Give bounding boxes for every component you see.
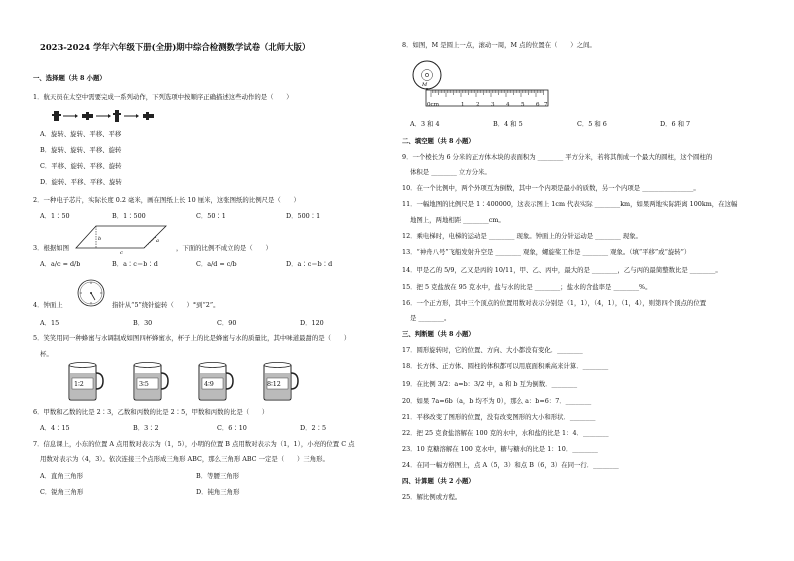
q3-option-c: C．a/d = c/b — [196, 260, 237, 268]
ruler-label-7: 7 — [544, 102, 548, 108]
q8-option-c: C．5 和 6 — [577, 120, 607, 128]
q7-option-c: C．锐角三角形 — [40, 488, 84, 496]
q4-option-d: D．120 — [300, 319, 324, 327]
question-7: 7．信息课上，小东的位置 A 点用数对表示为（1，5），小明的位置 B 点用数对表示为（1，1），小亮的位置 C 点 — [33, 440, 355, 448]
q7-option-b: B．等腰三角形 — [196, 472, 240, 480]
question-5-end: 杯。 — [40, 350, 53, 358]
q7-option-d: D．钝角三角形 — [196, 488, 240, 496]
q7-option-a: A．直角三角形 — [40, 472, 83, 480]
question-22: 22．把 25 克食盐溶解在 100 克的水中，水和盐的比是 1：4．________ — [402, 429, 609, 437]
cup-2-ratio: 3∶5 — [139, 380, 149, 388]
question-25: 25．解比例或方程。 — [402, 493, 462, 501]
ruler-label-6: 6 — [536, 102, 540, 108]
q2-option-a: A．1∶50 — [40, 212, 70, 220]
ruler-label-2: 2 — [476, 102, 480, 108]
q1-option-c: C．平移、旋转、平移、旋转 — [40, 162, 122, 170]
question-3-start: 3．根据如图 — [33, 244, 70, 252]
section-calc: 四、计算题（共 2 小题） — [402, 477, 475, 485]
svg-text:c: c — [120, 250, 123, 256]
question-23: 23．10 克糖溶解在 100 克水中，糖与糖水的比是 1：10．________ — [402, 445, 598, 453]
question-19: 19．在比例 3/2：a=b：3/2 中，a 和 b 互为倒数．________ — [402, 380, 578, 388]
question-1: 1．航天员在太空中需要完成一系列动作，下列选项中按顺序正确描述这些动作的是（ ） — [33, 93, 293, 101]
cup-3 — [196, 361, 234, 401]
astronaut-figures — [50, 109, 160, 123]
q2-option-c: C．50∶1 — [196, 212, 226, 220]
question-9-line-2: 体积是 ________ 立方分米。 — [410, 168, 491, 176]
question-14: 14．甲是乙的 5/9，乙又是丙的 10/11，甲、乙、丙中，最大的是 ________，乙与丙的最简整数比是 ________。 — [402, 266, 722, 274]
question-5: 5．笑笑用同一种蜂蜜与水调制成如图四杯蜂蜜水，杯子上的比是蜂蜜与水的质量比，其中味道最甜的是（ ） — [33, 334, 351, 342]
q6-option-b: B．3∶2 — [133, 424, 159, 432]
section-fill: 二、填空题（共 8 小题） — [402, 137, 475, 145]
question-3-end: ，下面的比例不成立的是（ ） — [176, 244, 272, 252]
cup-2 — [131, 361, 169, 401]
question-15: 15．把 5 克盐放在 95 克水中，盐与水的比是 ________；盐水的含盐率是 ________%。 — [402, 283, 652, 291]
question-6: 6．甲数和乙数的比是 2∶3，乙数和丙数的比是 2∶5，甲数和丙数的比是（ ） — [33, 408, 269, 416]
question-20: 20．如果 7a=6b（a，b 均不为 0），那么 a：b=6：7．________ — [402, 397, 592, 405]
ruler-label-5: 5 — [521, 102, 525, 108]
cup-3-ratio: 4∶9 — [204, 380, 214, 388]
svg-text:a: a — [156, 238, 159, 244]
q2-option-b: B．1∶500 — [112, 212, 146, 220]
q3-option-d: D．a∶c＝b∶d — [286, 260, 333, 268]
svg-text:M: M — [422, 82, 428, 88]
question-18: 18．长方体、正方体、圆柱的体积都可以用底面积乘高来计算．________ — [402, 362, 609, 370]
section-choice: 一、选择题（共 8 小题） — [33, 74, 106, 82]
question-16: 16．一个正方形，其中三个顶点的位置用数对表示分别是（1，1），（4，1），（1，4），则第四个顶点的位置 — [402, 299, 707, 307]
question-10: 10．在一个比例中，两个外项互为倒数，其中一个内项是最小的质数，另一个内项是 ________________。 — [402, 184, 700, 192]
svg-text:b: b — [98, 236, 102, 242]
q6-option-d: D．2∶5 — [300, 424, 327, 432]
q4-option-a: A．15 — [40, 319, 60, 327]
q1-option-a: A．旋转、旋转、平移、平移 — [40, 130, 122, 138]
clock-face-icon — [76, 278, 106, 308]
section-judge: 三、判断题（共 8 小题） — [402, 330, 475, 338]
parallelogram-figure — [74, 222, 168, 256]
question-11-line-2: 地图上，两地相距 ________cm。 — [410, 216, 505, 224]
q3-option-a: A．a/c = d/b — [40, 260, 81, 268]
question-7-line-2: 用数对表示为（4，3）。依次连接三个点形成三角形 ABC，那么三角形 ABC 一定是（ ）三角形。 — [40, 455, 329, 463]
question-4-start: 4．钟面上 — [33, 301, 63, 309]
question-11: 11．一幅地图的比例尺是 1∶400000，这表示图上 1cm 代表实际 ________km，如果两地实际距离 100km，在这幅 — [402, 200, 738, 208]
q6-option-a: A．4∶15 — [40, 424, 70, 432]
question-4-end: 指针从“5”绕针旋转（ ）°到“2”。 — [112, 301, 220, 309]
q8-option-b: B．4 和 5 — [493, 120, 523, 128]
question-13: 13．“神舟八号”飞船发射升空是 ________ 观象，螺旋桨工作是 ________ 观象。（填“平移”或“旋转”） — [402, 248, 691, 256]
question-16-line-2: 是 ________。 — [410, 314, 451, 322]
exam-title: 2023-2024 学年六年级下册(全册)期中综合检测数学试卷（北师大版） — [40, 42, 311, 52]
ruler-label-3: 3 — [491, 102, 495, 108]
cup-1 — [66, 361, 104, 401]
q8-option-a: A．3 和 4 — [410, 120, 440, 128]
q1-option-b: B．旋转、旋转、平移、旋转 — [40, 146, 122, 154]
q4-option-b: B．30 — [133, 319, 153, 327]
ruler-label-4: 4 — [506, 102, 510, 108]
cup-1-ratio: 1∶2 — [74, 380, 84, 388]
ruler-label-0: 0cm — [427, 102, 439, 108]
q8-option-d: D．6 和 7 — [660, 120, 691, 128]
q1-option-d: D．旋转、平移、平移、旋转 — [40, 178, 122, 186]
q3-option-b: B．a∶c＝b∶d — [112, 260, 158, 268]
question-17: 17．圆形旋转时，它的位置、方向、大小都没有变化．________ — [402, 346, 583, 354]
q4-option-c: C．90 — [217, 319, 237, 327]
question-12: 12．乘电梯时，电梯的运动是 ________ 现象。钟面上的分针运动是 ________ 现象。 — [402, 232, 642, 240]
question-2: 2．一种电子芯片，实际长度 0.2 毫米，画在图纸上长 10 厘米，这张图纸的比例尺是（ ） — [33, 196, 300, 204]
question-8: 8．如图，M 是圆上一点，滚动一周，M 点的位置在（ ）之间。 — [402, 41, 596, 49]
ruler-label-1: 1 — [461, 102, 465, 108]
question-24: 24．在同一幅方格图上，点 A（5，3）和点 B（6，3）在同一行．________ — [402, 461, 619, 469]
q6-option-c: C．6∶10 — [217, 424, 247, 432]
cup-4-ratio: 8∶12 — [267, 380, 281, 388]
question-21: 21．平移改变了图形的位置，没有改变图形的大小和形状．________ — [402, 413, 596, 421]
question-9: 9．一个棱长为 6 分米的正方体木块的表面积为 ________ 平方分米，若将其削成一个最大的圆柱，这个圆柱的 — [402, 153, 713, 161]
q2-option-d: D．500∶1 — [286, 212, 321, 220]
